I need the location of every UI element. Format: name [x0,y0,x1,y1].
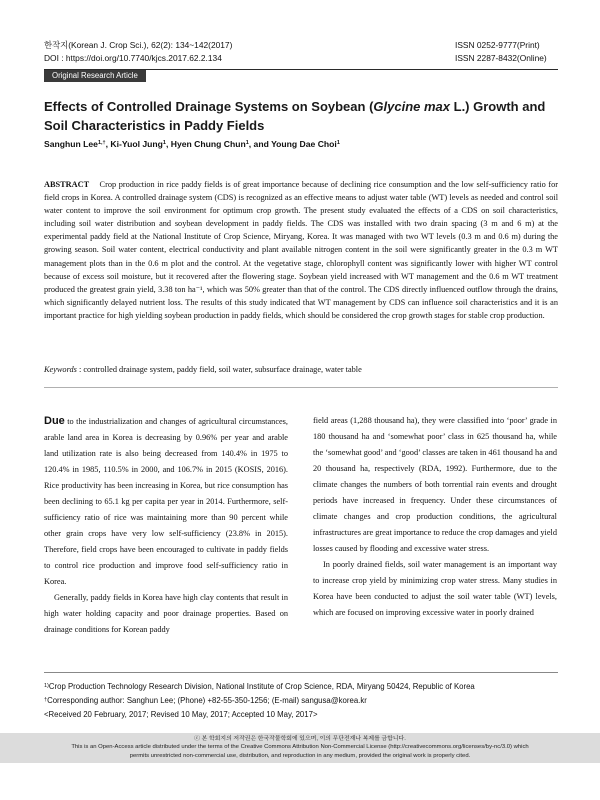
body-column-right [313,413,557,621]
title-species: Glycine max [373,99,451,114]
affiliation-note [44,680,558,694]
abstract-heading: ABSTRACT [44,180,90,189]
author-affiliation-mark: 1,† [97,140,106,146]
issn-online: ISSN 2287-8432(Online) [455,53,547,63]
doi-link[interactable]: DOI : https://doi.org/10.7740/kjcs.2017.62.2.134 [44,53,222,63]
paragraph [44,590,288,638]
author-name: Young Dae Choi [271,139,337,149]
footnote-mark: 1) [44,683,49,689]
abstract [44,178,558,333]
footnote-mark: † [44,697,48,703]
author-separator: , and [248,139,272,149]
license-footer [0,733,600,763]
keywords-label: Keywords [44,365,77,374]
paragraph-text: Generally, paddy fields in Korea have high clay contents that result in high water holding capacity and poor drainage properties. Based on drainage conditions for Korean paddy [44,593,288,634]
author-affiliation-mark: 1 [162,140,166,146]
body-column-left [44,413,288,638]
author-name: Hyen Chung Chun [170,139,246,149]
article-type-bar [44,69,558,81]
author-name: Ki-Yuol Jung [110,139,163,149]
paper-title [44,97,564,135]
title-part-1: Effects of Controlled Drainage Systems on Soybean ( [44,99,374,114]
author-list [44,138,340,150]
affiliation-text: Crop Production Technology Research Division, National Institute of Crop Science, RDA, Miryang 50424, Republic of Korea [48,682,475,691]
paragraph [44,413,288,590]
author-separator: , [105,139,111,149]
keywords [44,364,558,376]
corresponding-note [44,694,558,708]
lead-word: Due [44,415,65,427]
article-type-label: Original Research Article [44,70,146,82]
paragraph [313,557,557,621]
abstract-body: Crop production in rice paddy fields is of great importance because of declining rice consumption and the low self-sufficiency ratio for field crops in Korea. A controlled drainage system (CDS) is recognized as an effective means to adjust water table (WT) levels as needed and control soil water content to improve the soil environment for optimum crop growth. The present study evaluated the effects of a CDS on soil characteristics, including soil water distribution and soybean development in paddy fields. The CDS was installed with two drain spacing (3 m and 6 m) at the experimental paddy field at the National Institute of Crop Science, Miryang, Korea. It was managed with two WT levels (0.3 m and 0.6 m) during the growing season. Soil water content, electrical conductivity and plant available nitrogen content in the soil were significantly greater in the 0.3 m WT management plots than in the 0.6 m plot and the control. At the vegetative stage, chlorophyll content was significantly lower with higher WT control because of excess soil moisture, but it recovered after the flowering stage. Soybean yield increased with WT management and the 0.6 m WT treatment produced the greatest grain yield, 3.38 ton ha⁻¹, which was 50% greater than that of the control. The CDS directly influenced outflow through the drains, which significantly delayed nutrient loss. The results of this study indicated that WT management by CDS can influence soil characteristics and it is an important practice for high yielding soybean production in paddy fields, which should be considered the crop growth stages for stable crop production. [44,180,559,320]
copyright-line: ⓒ 본 학회지의 저작권은 한국작물학회에 있으며, 이의 무단전재나 복제를 금합니다. [194,736,406,742]
footnotes [44,680,558,722]
paragraph-text: field areas (1,288 thousand ha), they were classified into ‘poor’ grade in 180 thousand ha and ‘somewhat poor’ class in 625 thousand ha, while the ‘somewhat good’ and ‘good’ classes are taken in 461 thousand ha and 20 thousand ha, respectively (RDA, 1992). Furthermore, due to the climate changes the numbers of both torrential rain events and drought periods have increased in frequency. Under these circumstances of climate changes and crop production conditions, the agricultural infrastructures are great importance to reduce the crop damages and yield losses caused by flooding and excessive water stress. [313,416,557,553]
author-affiliation-mark: 1 [336,140,340,146]
paragraph [313,413,557,557]
received-dates: <Received 20 February, 2017; Revised 10 May, 2017; Accepted 10 May, 2017> [44,710,318,719]
author-separator: , [165,139,171,149]
license-line: This is an Open-Access article distributed under the terms of the Creative Commons Attribution Non-Commercial License (http://creativecommons.org/licenses/by-nc/3.0) which [71,744,529,751]
divider [44,672,558,673]
paragraph-text: to the industrialization and changes of agricultural circumstances, arable land area in Korea is decreasing by 0.96% per year and arable land utilization rate is also being decreased from 140.4% in 1975 to 120.4% in 1985, 110.5% in 2000, and 106.7% in 2015 (KOSIS, 2016). Rice productivity has been increasing in Korea, but rice consumption has been declining to 65.1 kg per capita per year in 2014. Furthermore, self-sufficiency ratio of rice was maintaining more than 90 percent while other grain crops have very low self-sufficiency (23.8% in 2015). Therefore, field crops have been encouraged to cultivate in paddy fields to control rice production and improve food self-sufficiency ratio in Korea. [44,417,288,586]
divider [44,387,558,388]
author-affiliation-mark: 1 [245,140,249,146]
title-part-2: L.) Growth and Soil Characteristics in Paddy Fields [44,99,546,133]
keywords-text: : controlled drainage system, paddy field, soil water, subsurface drainage, water table [76,365,362,374]
journal-header [44,39,232,65]
author-name: Sanghun Lee [44,139,98,149]
paragraph-text: In poorly drained fields, soil water management is an important way to increase crop yield by minimizing crop water stress. Many studies in Korea have been conducted to adjust the soil water table (WT) levels, which are focused on improving excessive water in poorly drained [313,560,557,617]
corresponding-text: Corresponding author: Sanghun Lee; (Phone) +82-55-350-1256; (E-mail) sangusa@korea.kr [47,696,367,705]
license-line: permits unrestricted non-commercial use, distribution, and reproduction in any medium, provided the original work is properly cited. [129,752,471,759]
journal-citation: 한작지(Korean J. Crop Sci.), 62(2): 134~142(2017) [44,40,233,50]
issn-print: ISSN 0252-9777(Print) [455,40,540,50]
issn-block [455,39,547,65]
